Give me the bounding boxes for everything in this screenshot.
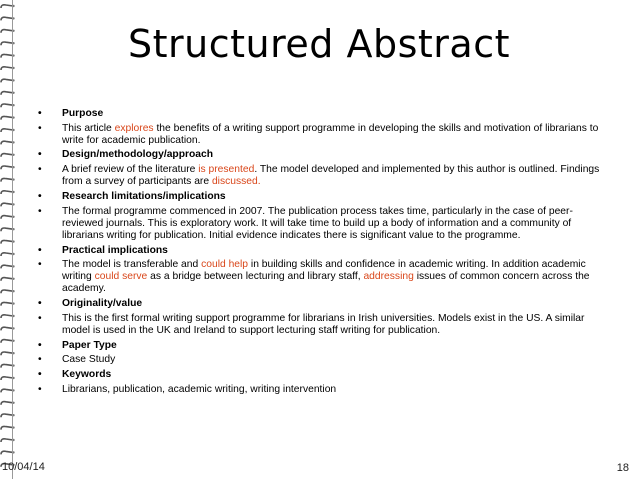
section-heading (38, 369, 608, 381)
text-run: A brief review of the literature (62, 164, 199, 176)
heading-text: Design/methodology/approach (62, 149, 214, 161)
section-text (38, 384, 608, 396)
text-run: This article (62, 122, 115, 134)
section-heading (38, 108, 608, 120)
heading-text: Paper Type (62, 339, 117, 351)
bullet-icon: • (38, 190, 42, 202)
bullet-icon: • (38, 339, 42, 351)
bullet-icon: • (38, 383, 42, 395)
abstract-list (38, 108, 608, 398)
section-text (38, 313, 608, 337)
bullet-icon: • (38, 354, 42, 366)
text-run: . The model developed and implemented by this author is outlined. Findings from a survey of participants are (62, 164, 600, 188)
heading-text: Keywords (62, 368, 112, 380)
section-heading (38, 340, 608, 352)
section-heading (38, 149, 608, 161)
section-text (38, 206, 608, 242)
bullet-icon: • (38, 298, 42, 310)
highlighted-phrase: discussed. (211, 176, 261, 188)
section-text (38, 123, 608, 147)
bullet-icon: • (38, 259, 42, 271)
text-run: in building skills and confidence in academic writing. In addition academic writing (62, 259, 586, 283)
highlighted-phrase: could help (201, 259, 249, 271)
bullet-icon: • (38, 149, 42, 161)
notebook-spiral-binding (0, 0, 16, 479)
footer-date: 10/04/14 (2, 461, 45, 473)
bullet-icon: • (38, 122, 42, 134)
section-text (38, 164, 608, 188)
section-text (38, 259, 608, 295)
heading-text: Purpose (62, 108, 104, 119)
section-heading (38, 191, 608, 203)
page-number: 18 (616, 462, 629, 474)
section-heading (38, 298, 608, 310)
bullet-icon: • (38, 205, 42, 217)
page-edge-line (12, 0, 13, 479)
highlighted-phrase: explores (114, 122, 154, 134)
highlighted-phrase: addressing (363, 271, 414, 283)
bullet-icon: • (38, 312, 42, 324)
slide-title: Structured Abstract (128, 22, 510, 66)
bullet-icon: • (38, 108, 42, 119)
heading-text: Originality/value (62, 298, 143, 310)
text-run: issues of common concern across the academy. (62, 271, 590, 295)
text-run: the benefits of a writing support programme in developing the skills and motivation of librarians to write for academic publication. (62, 122, 599, 146)
text-run: This is the first formal writing support programme for librarians in Irish universities. Models exist in the US. A similar model is used in the UK and Ireland to support lecturing staff writing for publication. (62, 312, 585, 336)
text-run: Librarians, publication, academic writing, writing intervention (62, 383, 337, 395)
text-run: as a bridge between lecturing and library staff, (147, 271, 364, 283)
text-run: The model is transferable and (62, 259, 202, 271)
text-run: The formal programme commenced in 2007. The publication process takes time, particularly in the case of peer-reviewed journals. This is exploratory work. It will take time to build up a body of information and a community of librarians writing for publication. Initial evidence indicates there is significant value to the programme. (62, 205, 573, 241)
highlighted-phrase: is presented (198, 164, 255, 176)
section-text (38, 354, 608, 366)
heading-text: Research limitations/implications (62, 190, 226, 202)
heading-text: Practical implications (62, 244, 168, 256)
bullet-icon: • (38, 244, 42, 256)
bullet-icon: • (38, 368, 42, 380)
section-heading (38, 245, 608, 257)
text-run: Case Study (62, 354, 116, 366)
bullet-icon: • (38, 164, 42, 176)
highlighted-phrase: could serve (94, 271, 148, 283)
